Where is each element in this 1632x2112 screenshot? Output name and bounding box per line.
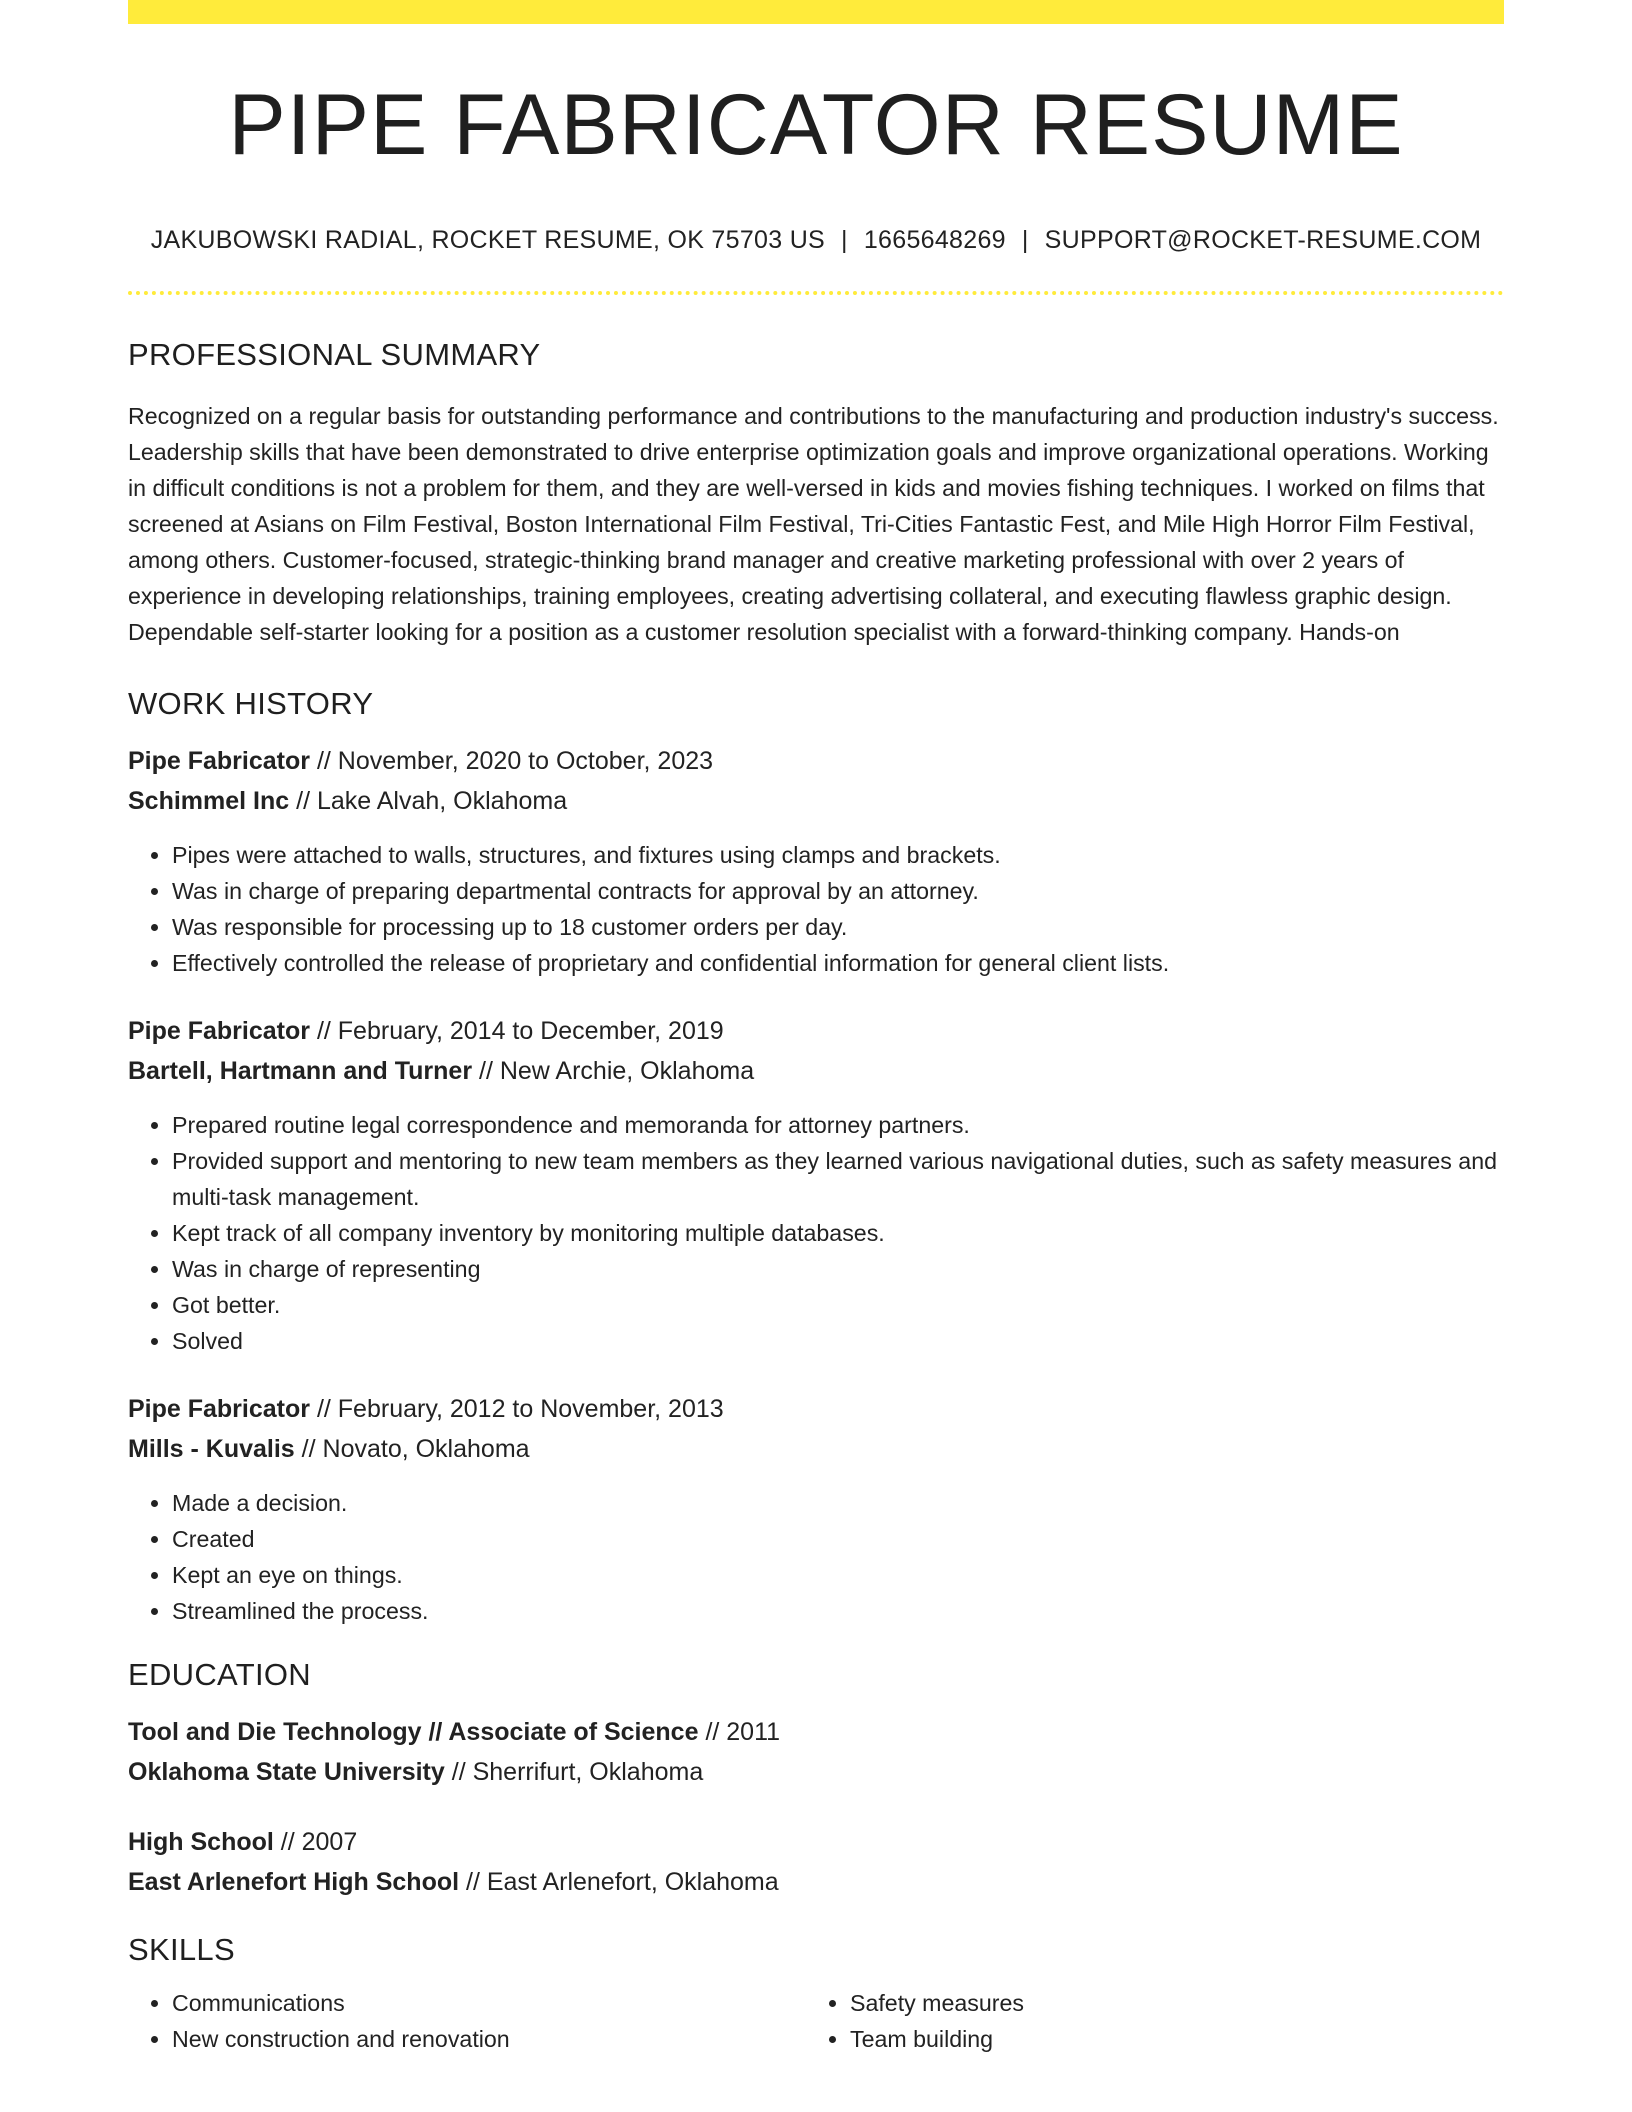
list-item: • Got better.	[172, 1287, 1504, 1323]
list-item: • Was in charge of representing	[172, 1251, 1504, 1287]
skills-list	[128, 1985, 1504, 2057]
education-school: East Arlenefort High School	[128, 1868, 460, 1896]
list-item: • Solved	[172, 1323, 1504, 1359]
list-item: • Prepared routine legal correspondence and memoranda for attorney partners.	[172, 1107, 1504, 1143]
job-company: Mills - Kuvalis	[128, 1435, 295, 1463]
education-degree-line	[128, 1712, 1504, 1752]
contact-address: JAKUBOWSKI RADIAL, ROCKET RESUME, OK 75703 US	[150, 226, 826, 254]
contact-phone: 1665648269	[863, 226, 1006, 254]
education-degree-line	[128, 1822, 1504, 1862]
list-item: • Streamlined the process.	[172, 1593, 1504, 1629]
job-title-line	[128, 1011, 1504, 1051]
job-company: Bartell, Hartmann and Turner	[128, 1057, 473, 1085]
education-school-line	[128, 1752, 1504, 1792]
list-item: • Kept track of all company inventory by monitoring multiple databases.	[172, 1215, 1504, 1251]
contact-separator: |	[841, 226, 848, 254]
list-item: • Pipes were attached to walls, structures, and fixtures using clamps and brackets.	[172, 837, 1504, 873]
contact-separator: |	[1021, 226, 1029, 254]
education-school: Oklahoma State University	[128, 1758, 445, 1786]
skill-item: • Safety measures	[850, 1985, 1484, 2021]
contact-email: SUPPORT@ROCKET-RESUME.COM	[1044, 226, 1482, 254]
job-title-line	[128, 1389, 1504, 1429]
education-location: // Sherrifurt, Oklahoma	[451, 1758, 704, 1786]
job-bullets	[128, 1485, 1504, 1629]
summary-heading: PROFESSIONAL SUMMARY	[128, 337, 541, 372]
job-company-line	[128, 1429, 1504, 1469]
skills-column-left	[128, 1985, 806, 2057]
summary-text: Recognized on a regular basis for outstanding performance and contributions to the manufacturing and production industry's success. Leadership skills that have been demonstrated to drive enterprise optimization goals and improve organizational operations. Working in difficult conditions is not a problem for them, and they are well-versed in kids and movies fishing techniques. I worked on films that screened at Asians on Film Festival, Boston International Film Festival, Tri-Cities Fantastic Fest, and Mile High Horror Film Festival, among others. Customer-focused, strategic-thinking brand manager and creative marketing professional with over 2 years of experience in developing relationships, training employees, creating advertising collateral, and executing flawless graphic design. Dependable self-starter looking for a position as a customer resolution specialist with a forward-thinking company. Hands-on	[128, 403, 1499, 645]
job-location: // New Archie, Oklahoma	[479, 1057, 755, 1085]
education-degree: Tool and Die Technology // Associate of Science	[128, 1718, 699, 1746]
work-history-heading: WORK HISTORY	[128, 686, 374, 721]
list-item: • Created	[172, 1521, 1504, 1557]
job-dates: // February, 2014 to December, 2019	[316, 1017, 724, 1045]
job-title-line	[128, 741, 1504, 781]
education-degree: High School	[128, 1828, 274, 1856]
job-title: Pipe Fabricator	[128, 1395, 310, 1423]
education-heading: EDUCATION	[128, 1657, 311, 1692]
job-bullets	[128, 1107, 1504, 1359]
education-entry	[128, 1822, 1504, 1902]
list-item: • Provided support and mentoring to new team members as they learned various navigational duties, such as safety measures and multi-task management.	[172, 1143, 1504, 1215]
job-location: // Lake Alvah, Oklahoma	[296, 787, 568, 815]
job-entry	[128, 1011, 1504, 1359]
list-item: • Effectively controlled the release of proprietary and confidential information for general client lists.	[172, 945, 1504, 981]
education-year: // 2007	[280, 1828, 358, 1856]
skill-item: • New construction and renovation	[172, 2021, 806, 2057]
list-item: • Was in charge of preparing departmental contracts for approval by an attorney.	[172, 873, 1504, 909]
job-company: Schimmel Inc	[128, 787, 290, 815]
list-item: • Made a decision.	[172, 1485, 1504, 1521]
job-dates: // February, 2012 to November, 2013	[316, 1395, 724, 1423]
job-location: // Novato, Oklahoma	[301, 1435, 530, 1463]
job-bullets	[128, 837, 1504, 981]
job-entry	[128, 1389, 1504, 1629]
job-dates: // November, 2020 to October, 2023	[316, 747, 714, 775]
list-item: • Kept an eye on things.	[172, 1557, 1504, 1593]
education-entry	[128, 1712, 1504, 1792]
accent-bar	[128, 0, 1504, 24]
skill-item: • Communications	[172, 1985, 806, 2021]
resume-title: PIPE FABRICATOR RESUME	[228, 77, 1404, 173]
skills-column-right	[806, 1985, 1484, 2057]
dotted-divider	[128, 291, 1504, 295]
skills-heading: SKILLS	[128, 1932, 235, 1967]
education-location: // East Arlenefort, Oklahoma	[466, 1868, 779, 1896]
job-title: Pipe Fabricator	[128, 747, 310, 775]
contact-line	[128, 228, 1504, 253]
education-year: // 2011	[705, 1718, 781, 1746]
education-school-line	[128, 1862, 1504, 1902]
list-item: • Was responsible for processing up to 18 customer orders per day.	[172, 909, 1504, 945]
job-entry	[128, 741, 1504, 981]
job-company-line	[128, 1051, 1504, 1091]
resume-page	[128, 0, 1504, 2057]
skill-item: • Team building	[850, 2021, 1484, 2057]
job-title: Pipe Fabricator	[128, 1017, 310, 1045]
job-company-line	[128, 781, 1504, 821]
